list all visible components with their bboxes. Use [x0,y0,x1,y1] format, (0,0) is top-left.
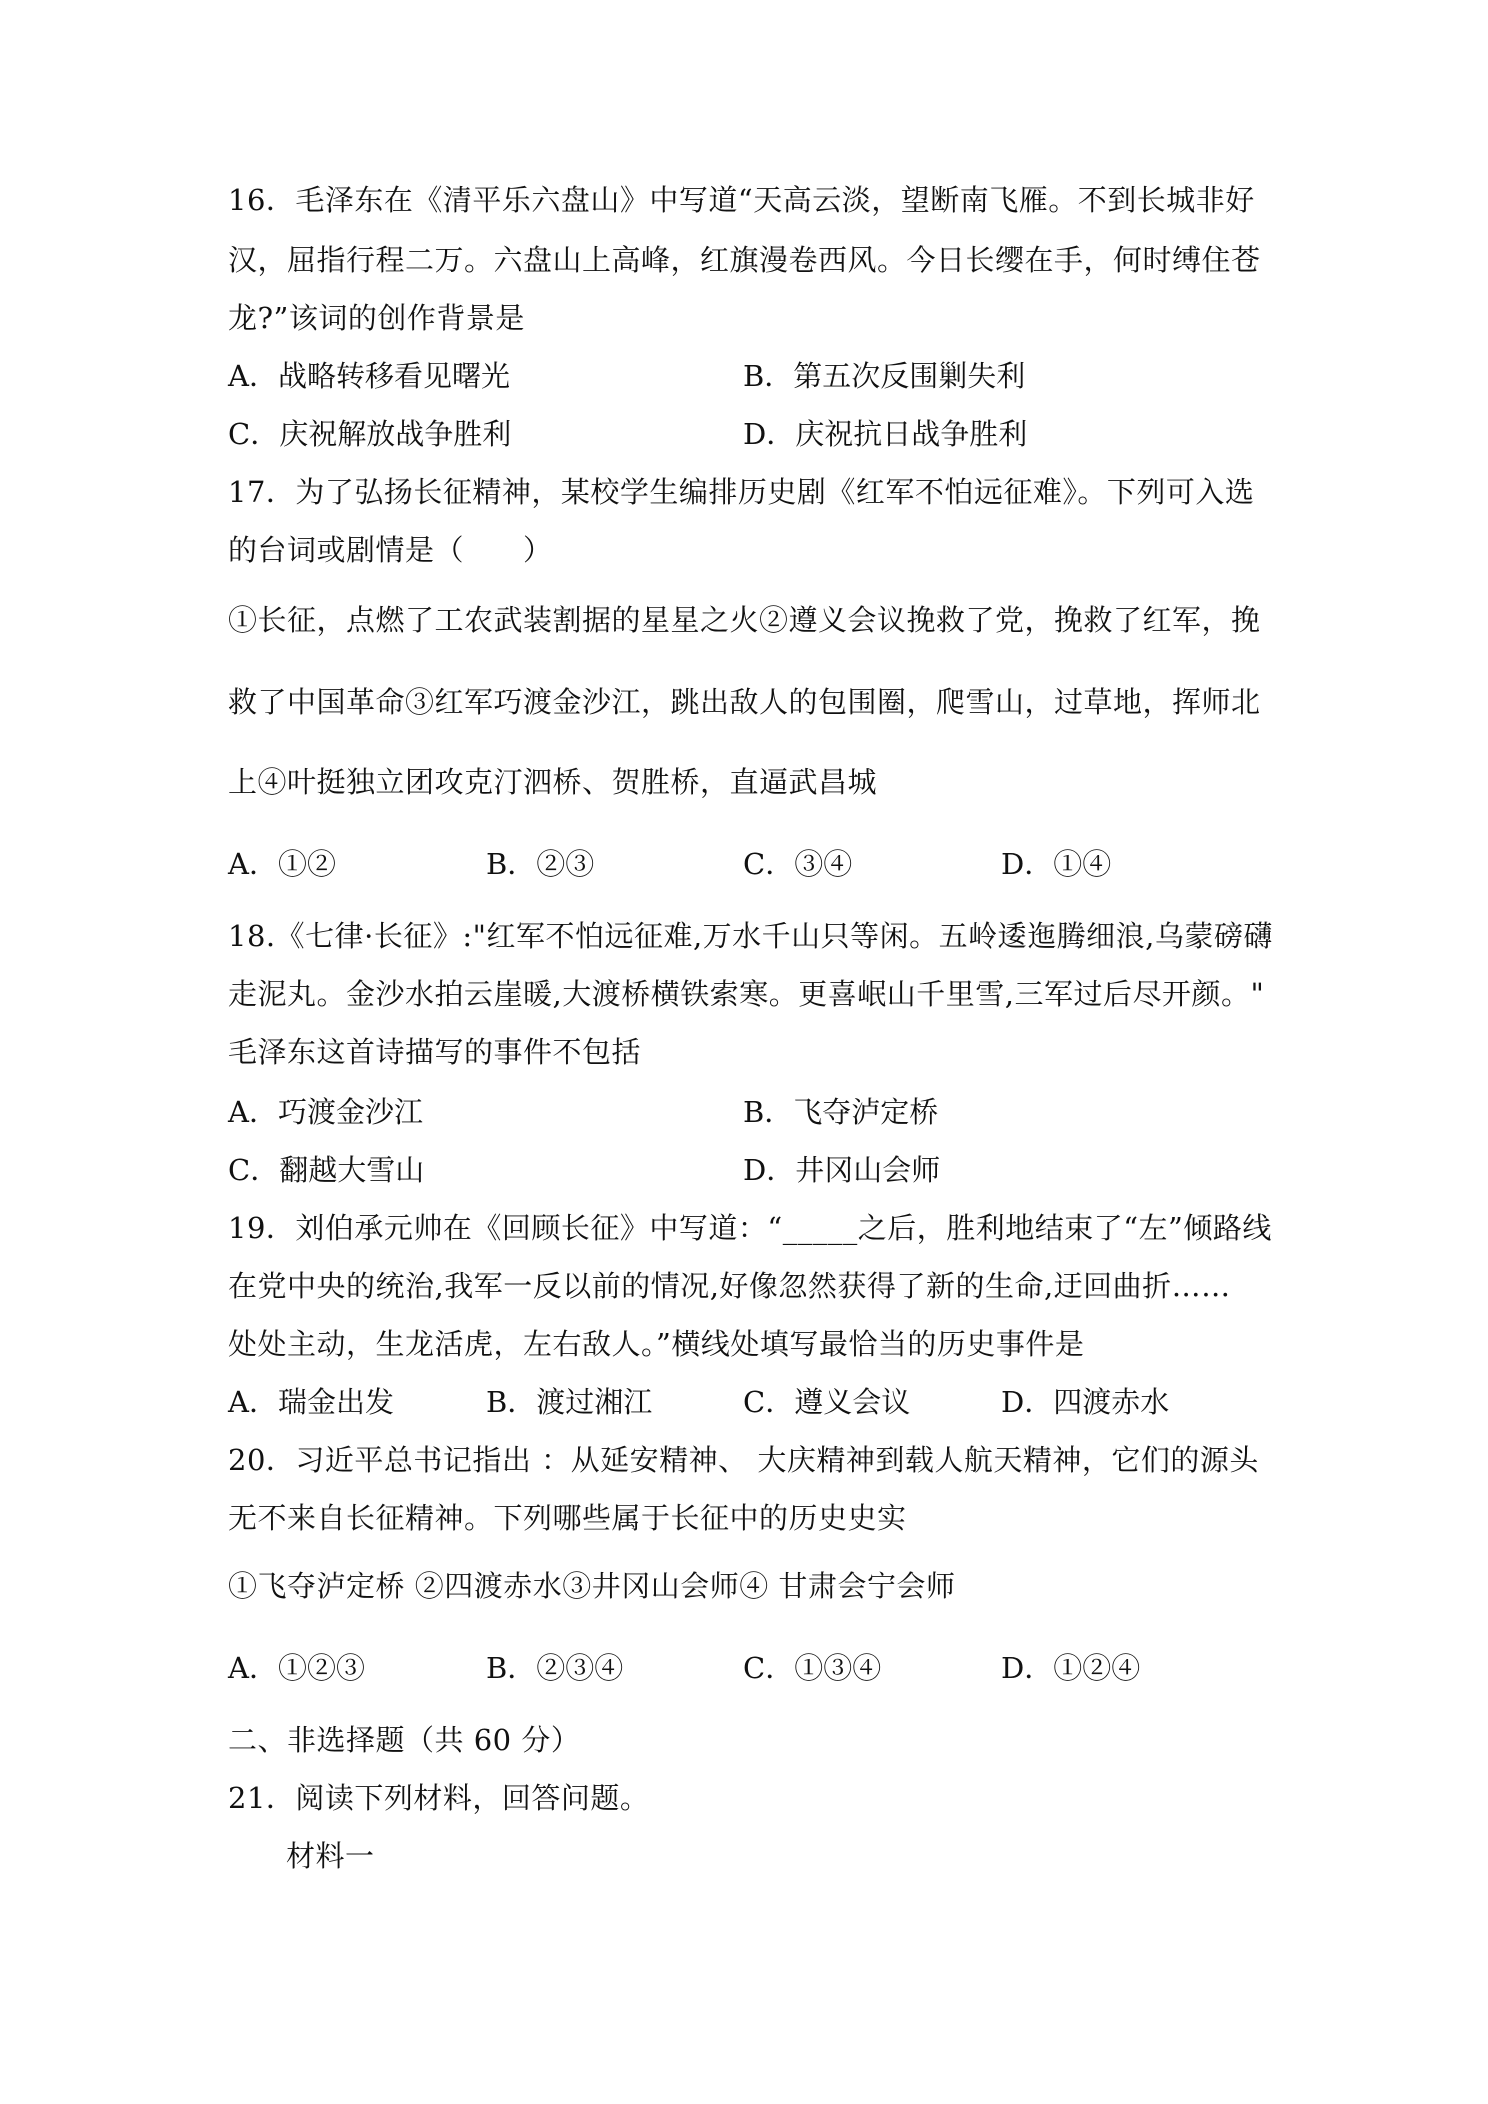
section-heading: 二、非选择题（共 60 分） [228,1723,581,1757]
q19-stem-line-2: 在党中央的统治,我军一反以前的情况,好像忽然获得了新的生命,迂回曲折…… [228,1269,1231,1303]
q20-stem-line-2: 无不来自长征精神。下列哪些属于长征中的历史史实 [228,1501,907,1535]
q16-stem-line-2: 汉，屈指行程二万。六盘山上高峰，红旗漫卷西风。今日长缨在手，何时缚住苍 [228,243,1261,277]
q17-stem-line-3: ①长征，点燃了工农武装割据的星星之火②遵义会议挽救了党，挽救了红军，挽 [228,603,1261,637]
q19-stem-line-1: 19．刘伯承元帅在《回顾长征》中写道：“_____之后，胜利地结束了“左”倾路线 [228,1211,1272,1245]
q16-stem-line-3: 龙?”该词的创作背景是 [228,301,525,335]
q20-option-a: A．①②③ [228,1651,365,1685]
q17-option-c: C．③④ [743,847,853,881]
q19-stem-line-3: 处处主动，生龙活虎，左右敌人。”横线处填写最恰当的历史事件是 [228,1327,1085,1361]
q18-stem-line-3: 毛泽东这首诗描写的事件不包括 [228,1035,642,1069]
q18-stem-line-1: 18.《七律·长征》:"红军不怕远征难,万水千山只等闲。五岭逶迤腾细浪,乌蒙磅礴 [228,919,1273,953]
q20-stem-line-1: 20．习近平总书记指出 ：从延安精神、 大庆精神到载人航天精神，它们的源头 [228,1443,1259,1477]
q16-stem-line-1: 16．毛泽东在《清平乐六盘山》中写道“天高云淡，望断南飞雁。不到长城非好 [228,183,1255,217]
q18-stem-line-2: 走泥丸。金沙水拍云崖暖,大渡桥横铁索寒。更喜岷山千里雪,三军过后尽开颜。" [228,977,1265,1011]
q19-option-c: C．遵义会议 [743,1385,911,1419]
q20-option-d: D．①②④ [1001,1651,1141,1685]
q17-option-b: B．②③ [486,847,595,881]
q16-option-c: C．庆祝解放战争胜利 [228,417,512,451]
q17-option-d: D．①④ [1001,847,1112,881]
q16-option-d: D．庆祝抗日战争胜利 [743,417,1028,451]
q20-option-b: B．②③④ [486,1651,624,1685]
q19-option-b: B．渡过湘江 [486,1385,653,1419]
q21-material-label: 材料一 [286,1839,375,1873]
q18-option-c: C．翻越大雪山 [228,1153,425,1187]
q20-stem-line-3: ①飞夺泸定桥 ②四渡赤水③井冈山会师④ 甘肃会宁会师 [228,1569,956,1603]
q17-stem-line-1: 17．为了弘扬长征精神，某校学生编排历史剧《红军不怕远征难》。下列可入选 [228,475,1255,509]
q16-option-b: B．第五次反围剿失利 [743,359,1026,393]
q21-stem: 21．阅读下列材料，回答问题。 [228,1781,650,1815]
q17-stem-line-5: 上④叶挺独立团攻克汀泗桥、贺胜桥，直逼武昌城 [228,765,878,799]
q18-option-d: D．井冈山会师 [743,1153,941,1187]
q17-option-a: A．①② [228,847,336,881]
q17-stem-line-4: 救了中国革命③红军巧渡金沙江，跳出敌人的包围圈，爬雪山，过草地，挥师北 [228,685,1261,719]
q17-stem-line-2: 的台词或剧情是（ ） [228,533,553,567]
q20-option-c: C．①③④ [743,1651,882,1685]
q16-option-a: A．战略转移看见曙光 [228,359,510,393]
q18-option-a: A．巧渡金沙江 [228,1095,423,1129]
q18-option-b: B．飞夺泸定桥 [743,1095,939,1129]
q19-option-d: D．四渡赤水 [1001,1385,1170,1419]
q19-option-a: A．瑞金出发 [228,1385,394,1419]
